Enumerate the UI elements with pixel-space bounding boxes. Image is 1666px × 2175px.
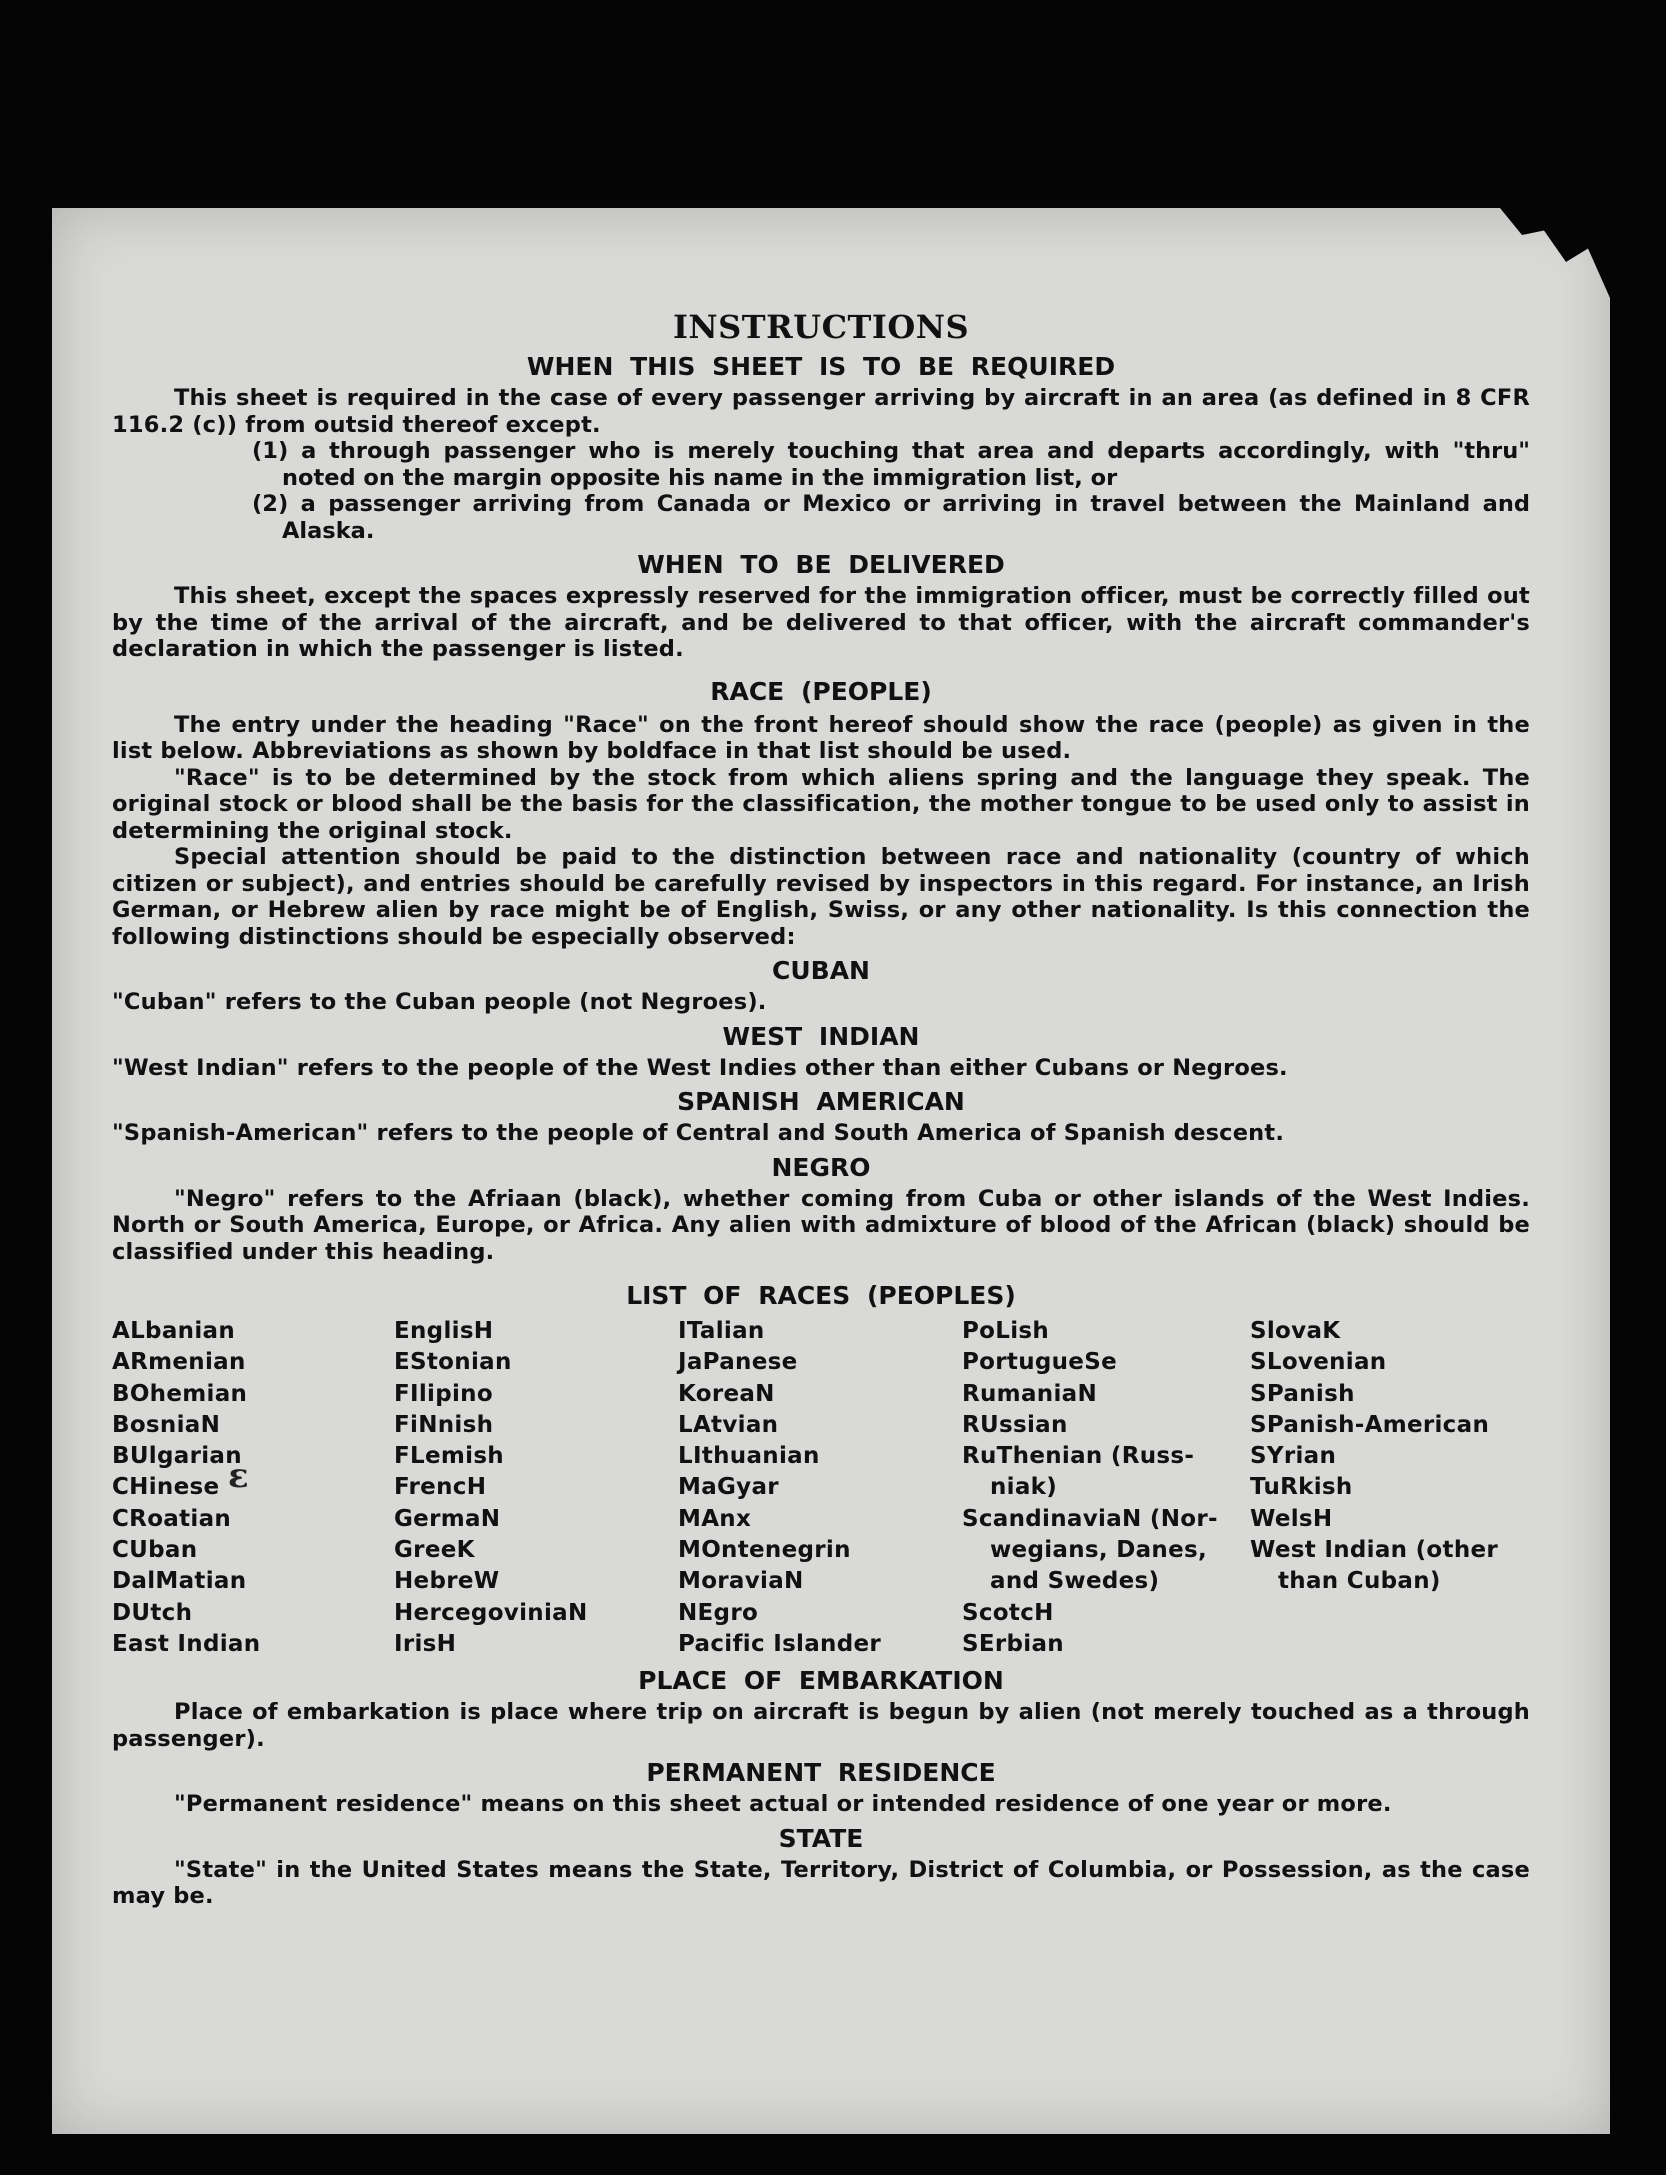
race-list-item: JaPanese [678,1349,798,1376]
spanish-american-text: "Spanish-American" refers to the people of Central and South America of Spanish descent. [112,1120,1285,1146]
heading-permanent-residence: PERMANENT RESIDENCE [646,1758,996,1788]
race-column-3 [678,1316,962,1660]
race-list-item: MaGyar [678,1474,779,1501]
race-list-item: ScandinaviaN (Nor- [962,1505,1218,1532]
race-paragraph-3: Special attention should be paid to the distinction between race and nationality (country of which citizen or subject), and entries should be carefully revised by inspectors in this regard. For instance, an Irish German, or Hebrew alien by race might be of English, Swiss, or any other nationality. Is this connection the following distinctions should be especially observed: [112,844,1530,950]
instruction-sheet [52,208,1610,2134]
race-list-item: wegians, Danes, [990,1537,1208,1564]
race-list-item: SPanish [1250,1380,1355,1407]
when-required-item-1: (1) a through passenger who is merely touching that area and departs accordingly, with "thru" noted on the margin opposite his name in the immigration list, or [252,438,1530,491]
race-list-item: CUban [112,1537,198,1564]
race-list-item: Pacific Islander [678,1630,882,1657]
race-list-item: than Cuban) [1278,1568,1441,1595]
heading-negro: NEGRO [771,1152,871,1182]
heading-race: RACE (PEOPLE) [710,676,932,706]
race-list-item: CHinese [112,1474,220,1501]
race-list-item: ARmenian [112,1349,246,1376]
stray-handwritten-mark: ɛ [228,1456,249,1496]
race-column-5 [1250,1316,1500,1660]
race-list-item: BOhemian [112,1380,248,1407]
race-list-item: EStonian [394,1349,512,1376]
race-list-item: KoreaN [678,1380,775,1407]
race-list-item: LAtvian [678,1411,779,1438]
race-list-item: SPanish-American [1250,1411,1490,1438]
heading-when-required: WHEN THIS SHEET IS TO BE REQUIRED [526,352,1116,381]
race-list-item: RumaniaN [962,1380,1097,1407]
race-list-item: WelsH [1250,1505,1333,1532]
race-list-item: FLemish [394,1443,504,1470]
race-paragraph-1: The entry under the heading "Race" on the front hereof should show the race (people) as given in the list below. Abbreviations as shown by boldface in that list should be used. [112,711,1530,764]
race-list-item: and Swedes) [990,1568,1160,1595]
when-required-item-2: (2) a passenger arriving from Canada or Mexico or arriving in travel between the Mainland and Alaska. [252,491,1530,544]
race-list-item: ITalian [678,1318,765,1344]
race-list-item: niak) [990,1474,1058,1501]
race-list-item: EnglisH [394,1318,494,1344]
race-list-item: MOntenegrin [678,1537,851,1564]
heading-embarkation: PLACE OF EMBARKATION [638,1666,1004,1696]
race-list-item: FiNnish [394,1411,494,1438]
state-text: "State" in the United States means the State, Territory, District of Columbia, or Possession, as the case may be. [112,1856,1530,1910]
race-list-item: HercegoviniaN [394,1599,588,1626]
page-title: INSTRUCTIONS [672,308,970,346]
race-list-item: MoraviaN [678,1568,804,1595]
race-column-4 [962,1316,1250,1660]
heading-west-indian: WEST INDIAN [722,1021,920,1051]
race-list-item: SErbian [962,1630,1064,1657]
race-list-item: West Indian (other [1250,1537,1499,1564]
race-list [112,1316,1530,1660]
race-column-1 [112,1316,394,1660]
race-column-2 [394,1316,678,1660]
race-list-item: IrisH [394,1630,457,1657]
race-list-item: HebreW [394,1568,500,1595]
race-list-item: SYrian [1250,1443,1337,1470]
race-list-item: ALbanian [112,1318,235,1344]
heading-cuban: CUBAN [772,956,870,985]
cuban-text: "Cuban" refers to the Cuban people (not Negroes). [112,989,767,1015]
race-list-item: GermaN [394,1505,501,1532]
race-list-item: BUlgarian [112,1443,242,1470]
race-list-item: MAnx [678,1505,752,1532]
heading-when-delivered: WHEN TO BE DELIVERED [637,550,1005,579]
embarkation-text: Place of embarkation is place where trip on aircraft is begun by alien (not merely touched as a through passenger). [112,1699,1530,1752]
race-list-item: ScotcH [962,1599,1054,1626]
race-list-item: GreeK [394,1537,475,1564]
race-list-item: SlovaK [1250,1318,1341,1344]
race-list-item: DalMatian [112,1568,247,1595]
when-required-intro: This sheet is required in the case of every passenger arriving by aircraft in an area (as defined in 8 CFR 116.2 (c)) from outsid thereof except. [112,385,1530,438]
race-list-item: SLovenian [1250,1349,1387,1376]
race-list-item: NEgro [678,1599,759,1626]
race-list-item: BosniaN [112,1411,221,1438]
race-list-item: FrencH [394,1474,487,1501]
permanent-residence-text: "Permanent residence" means on this sheet actual or intended residence of one year or more. [174,1791,1392,1818]
when-delivered-text: This sheet, except the spaces expressly reserved for the immigration officer, must be correctly filled out by the time of the arrival of the aircraft, and be delivered to that officer, with the aircraft commander's declaration in which the passenger is listed. [112,583,1530,662]
race-list-item: PoLish [962,1318,1050,1344]
heading-spanish-american: SPANISH AMERICAN [677,1087,965,1116]
race-list-item: DUtch [112,1599,193,1626]
race-list-item: FIlipino [394,1380,493,1407]
race-list-item: PortugueSe [962,1349,1117,1376]
negro-text: "Negro" refers to the Afriaan (black), whether coming from Cuba or other islands of the West Indies. North or South America, Europe, or Africa. Any alien with admixture of blood of the African (black) should be classified under this heading. [112,1185,1530,1265]
heading-list-of-races: LIST OF RACES (PEOPLES) [626,1281,1016,1310]
torn-corner [1500,208,1610,298]
west-indian-text: "West Indian" refers to the people of the West Indies other than either Cubans or Negroes. [112,1054,1288,1081]
heading-state: STATE [778,1823,864,1853]
race-list-item: East Indian [112,1630,261,1657]
race-list-item: CRoatian [112,1505,232,1532]
race-list-item: LIthuanian [678,1443,820,1470]
race-paragraph-2: "Race" is to be determined by the stock from which aliens spring and the language they speak. The original stock or blood shall be the basis for the classification, the mother tongue to be used only to assist in determining the original stock. [112,764,1530,844]
race-list-item: RuThenian (Russ- [962,1443,1195,1470]
race-list-item: TuRkish [1250,1474,1353,1501]
race-list-item: RUssian [962,1411,1068,1438]
